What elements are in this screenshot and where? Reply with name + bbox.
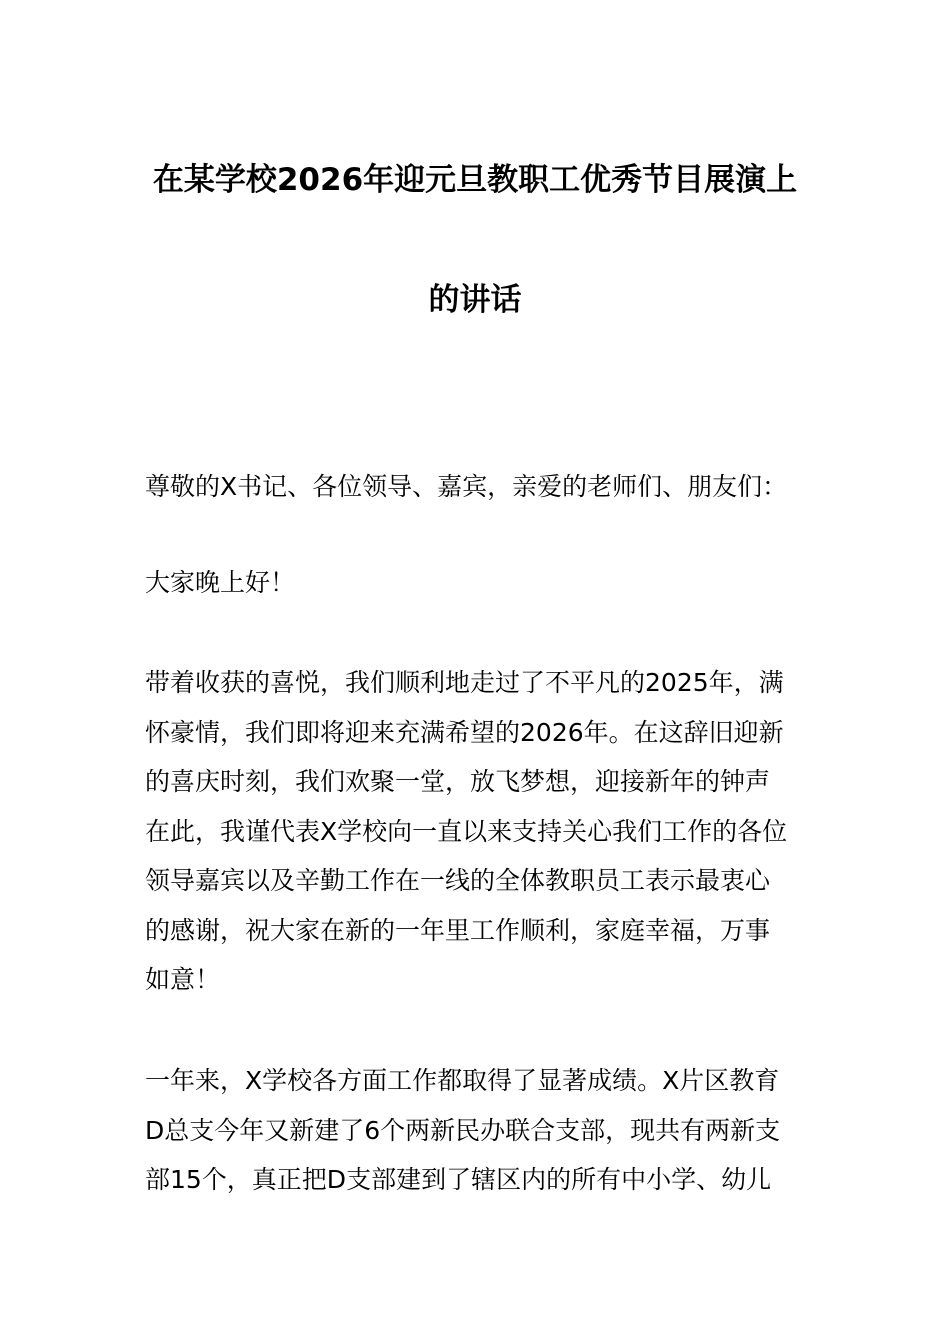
greeting-line: 尊敬的X书记、各位领导、嘉宾，亲爱的老师们、朋友们： — [145, 472, 788, 501]
greeting-paragraph — [145, 462, 807, 512]
body2-line: D总支今年又新建了6个两新民办联合支部，现共有两新支 — [145, 1115, 781, 1145]
body1-line: 带着收获的喜悦，我们顺利地走过了不平凡的2025年，满 — [145, 668, 784, 697]
body1-line: 如意！ — [145, 965, 221, 994]
body1-line: 在此，我谨代表X学校向一直以来支持关心我们工作的各位 — [145, 816, 788, 846]
body-paragraph-2 — [145, 1056, 807, 1205]
body1-line: 的感谢，祝大家在新的一年里工作顺利，家庭幸福，万事 — [145, 915, 771, 945]
hello-paragraph — [145, 558, 807, 608]
body1-line: 怀豪情，我们即将迎来充满希望的2026年。在这辞旧迎新 — [145, 717, 784, 747]
title-line-1: 在某学校2026年迎元旦教职工优秀节目展演上 — [152, 162, 798, 198]
body2-line: 部15个，真正把D支部建到了辖区内的所有中小学、幼儿 — [145, 1165, 772, 1194]
body1-line: 的喜庆时刻，我们欢聚一堂，放飞梦想，迎接新年的钟声 — [145, 767, 771, 796]
body-paragraph-1 — [145, 658, 807, 1005]
body2-line: 一年来，X学校各方面工作都取得了显著成绩。X片区教育 — [145, 1066, 780, 1095]
title-line-2: 的讲话 — [428, 282, 522, 318]
body1-line: 领导嘉宾以及辛勤工作在一线的全体教职员工表示最衷心 — [145, 866, 771, 895]
hello-line: 大家晚上好！ — [145, 568, 296, 597]
